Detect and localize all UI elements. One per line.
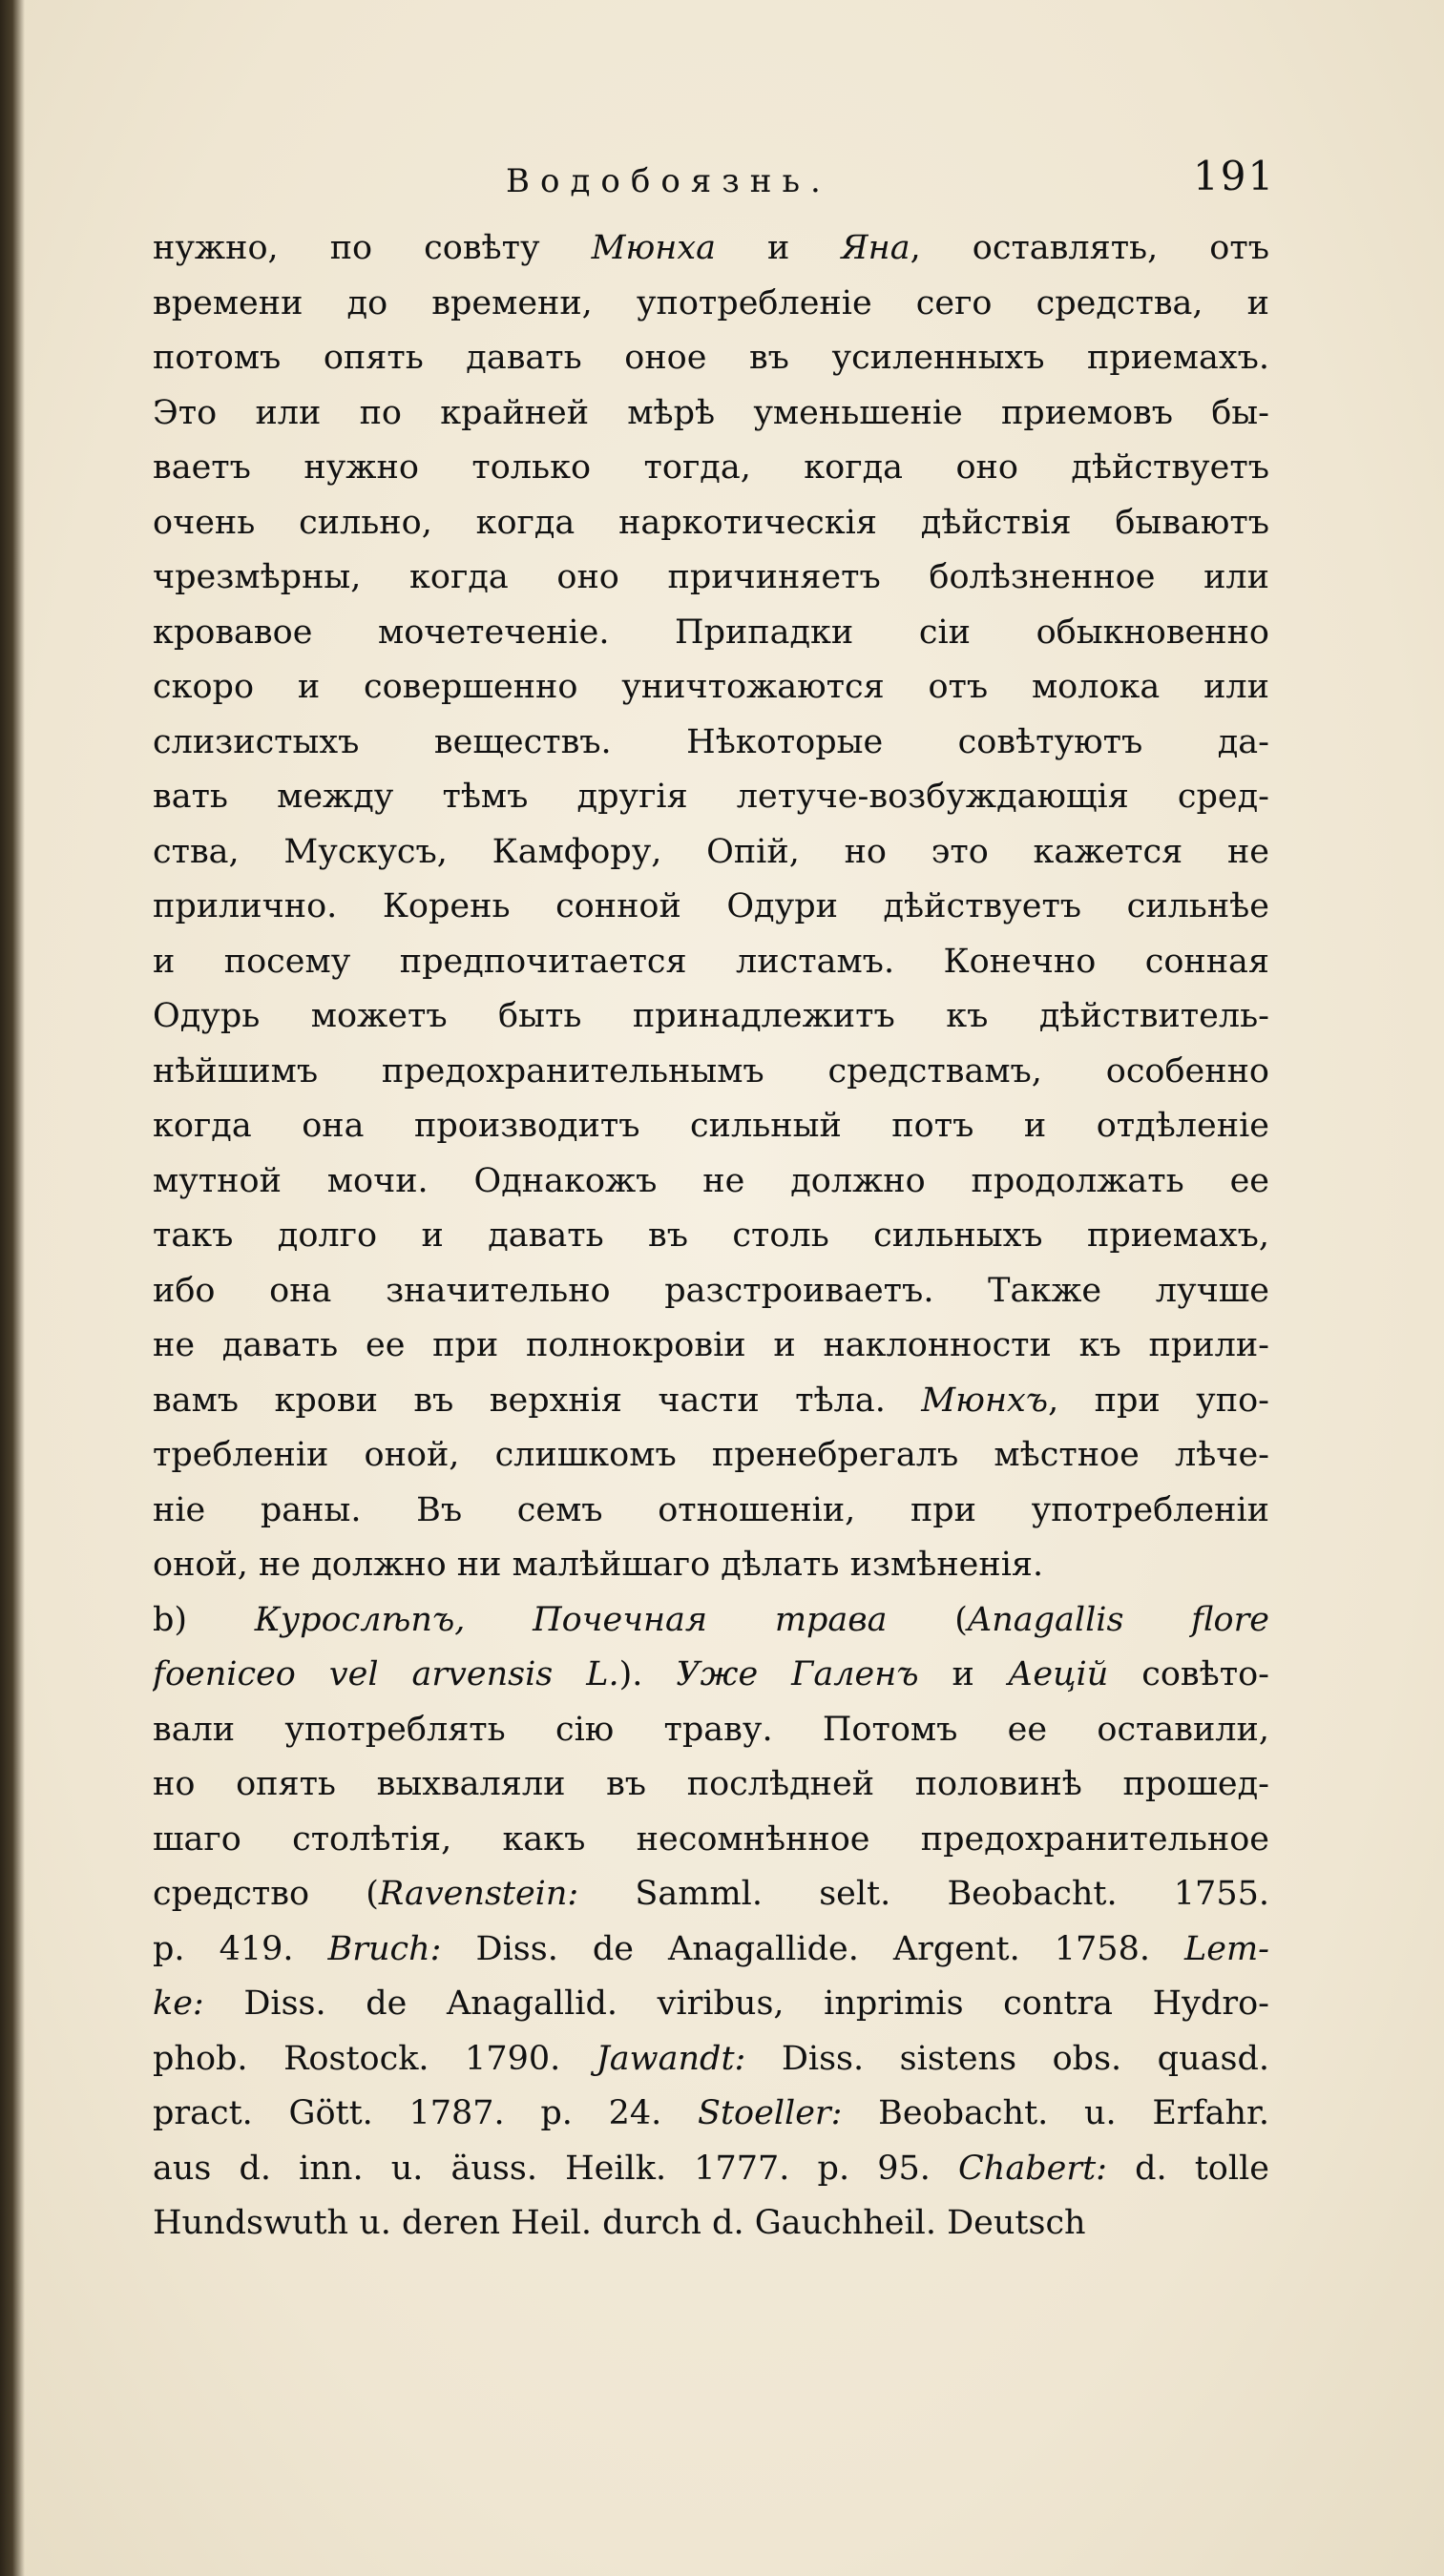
text-line <box>153 1867 1269 1922</box>
text-segment: Hundswuth u. deren Heil. durch d. Gauchheil. Deutsch <box>153 2204 1086 2242</box>
text-line <box>153 441 1269 496</box>
text-segment: прилично. Корень сонной Одури дѣйствуетъ сильнѣе <box>153 887 1269 925</box>
text-segment: ніе раны. Въ семъ отношеніи, при употребленіи <box>153 1490 1269 1529</box>
text-segment: средство ( <box>153 1875 379 1913</box>
text-segment: Diss. sistens obs. quasd. <box>745 2039 1269 2078</box>
text-segment: Samml. selt. Beobacht. 1755. <box>578 1875 1269 1913</box>
text-segment: и <box>715 229 842 267</box>
text-line <box>153 1538 1269 1593</box>
running-title: Водобоязнь. <box>506 162 831 200</box>
text-segment: ибо она значительно разстроиваетъ. Также лучше <box>153 1271 1269 1310</box>
text-line <box>153 1374 1269 1429</box>
text-segment: такъ долго и давать въ столь сильныхъ приемахъ, <box>153 1216 1269 1255</box>
text-segment: вать между тѣмъ другія летуче-возбуждающія сред- <box>153 778 1269 816</box>
italic-text-segment: Anagallis flore <box>967 1600 1269 1639</box>
text-line <box>153 935 1269 990</box>
text-segment: нѣйшимъ предохранительнымъ средствамъ, особенно <box>153 1051 1269 1091</box>
text-line <box>153 1593 1269 1649</box>
text-line <box>153 1045 1269 1100</box>
text-line <box>153 551 1269 606</box>
text-line <box>153 496 1269 551</box>
text-line <box>153 2087 1269 2142</box>
text-line <box>153 1757 1269 1813</box>
text-segment: требленіи оной, слишкомъ пренебрегалъ мѣстное лѣче- <box>153 1436 1269 1474</box>
text-segment: очень сильно, когда наркотическія дѣйствія бываютъ <box>153 503 1269 542</box>
text-line <box>153 2196 1269 2252</box>
text-segment: оной, не должно ни малѣйшаго дѣлать измѣненія. <box>153 1546 1044 1584</box>
text-line <box>153 1099 1269 1154</box>
text-line <box>153 277 1269 332</box>
text-segment: b) <box>153 1600 255 1639</box>
text-segment: мутной мочи. Однакожъ не должно продолжать ее <box>153 1161 1269 1200</box>
text-segment: и посему предпочитается листамъ. Конечно сонная <box>153 942 1269 981</box>
text-line <box>153 2032 1269 2088</box>
text-segment: ваетъ нужно только тогда, когда оно дѣйствуетъ <box>153 448 1269 487</box>
text-segment: Это или по крайней мѣрѣ уменьшеніе приемовъ бы- <box>153 393 1269 432</box>
text-segment: чрезмѣрны, когда оно причиняетъ болѣзненное или <box>153 558 1269 596</box>
text-line <box>153 1319 1269 1374</box>
text-line <box>153 386 1269 442</box>
text-line <box>153 1703 1269 1758</box>
text-segment: времени до времени, употребленіе сего средства, и <box>153 283 1269 322</box>
text-line <box>153 1813 1269 1868</box>
text-line <box>153 1154 1269 1210</box>
text-segment: и <box>918 1655 1008 1693</box>
text-segment: шаго столѣтія, какъ несомнѣнное предохранительное <box>153 1819 1269 1859</box>
text-segment: но опять выхваляли въ послѣдней половинѣ прошед- <box>153 1765 1269 1803</box>
text-segment: совѣто- <box>1108 1655 1269 1693</box>
text-line <box>153 221 1269 277</box>
text-segment: ). <box>618 1655 677 1693</box>
text-line <box>153 825 1269 881</box>
binding-edge-shadow <box>0 0 25 2576</box>
italic-text-segment: Jawandt: <box>596 2039 746 2078</box>
text-segment: слизистыхъ веществъ. Нѣкоторые совѣтуютъ да- <box>153 722 1269 761</box>
text-segment: ( <box>887 1600 968 1639</box>
text-segment: Beobacht. u. Erfahr. <box>842 2094 1269 2132</box>
italic-text-segment: Мюнха <box>591 229 716 267</box>
text-line <box>153 1209 1269 1264</box>
italic-text-segment: Stoeller: <box>698 2094 843 2132</box>
text-line <box>153 1428 1269 1484</box>
page-header <box>0 153 1444 210</box>
text-line <box>153 606 1269 661</box>
text-segment: d. tolle <box>1106 2149 1269 2188</box>
italic-text-segment: Bruch: <box>327 1929 442 1968</box>
text-segment: phob. Rostock. 1790. <box>153 2039 596 2078</box>
text-segment: не давать ее при полнокровіи и наклонности къ прили- <box>153 1326 1269 1364</box>
text-segment: Diss. de Anagallide. Argent. 1758. <box>441 1929 1185 1968</box>
text-segment: потомъ опять давать оное въ усиленныхъ приемахъ. <box>153 339 1269 377</box>
text-line <box>153 880 1269 935</box>
italic-text-segment: Яна <box>841 229 910 267</box>
text-line <box>153 331 1269 386</box>
text-line <box>153 716 1269 771</box>
text-segment: , при упо- <box>1048 1381 1269 1420</box>
text-segment: Одурь можетъ быть принадлежитъ къ дѣйствитель- <box>153 997 1269 1035</box>
text-line <box>153 1648 1269 1703</box>
text-line <box>153 1977 1269 2032</box>
italic-text-segment: Мюнхъ <box>921 1381 1049 1420</box>
text-line <box>153 1264 1269 1319</box>
text-segment: ства, Мускусъ, Камфору, Опій, но это кажется не <box>153 832 1269 871</box>
page-number: 191 <box>1193 153 1276 199</box>
text-segment: , оставлять, отъ <box>910 229 1269 267</box>
italic-text-segment: Chabert: <box>958 2149 1107 2188</box>
body-text <box>153 221 1269 2252</box>
text-line <box>153 1484 1269 1539</box>
italic-text-segment: Ravenstein: <box>378 1875 579 1913</box>
text-segment: вамъ крови въ верхнія части тѣла. <box>153 1381 922 1420</box>
text-line <box>153 660 1269 716</box>
text-segment: нужно, по совѣту <box>153 229 592 267</box>
text-line <box>153 770 1269 825</box>
text-line <box>153 1922 1269 1978</box>
text-segment: кровавое мочетеченіе. Припадки сіи обыкновенно <box>153 613 1269 652</box>
italic-text-segment: Курослѣпъ, Почечная трава <box>254 1600 888 1639</box>
text-segment: скоро и совершенно уничтожаются отъ молока или <box>153 668 1269 706</box>
italic-text-segment: ke: <box>153 1984 204 2023</box>
italic-text-segment: Аецій <box>1007 1655 1109 1693</box>
text-segment: Diss. de Anagallid. viribus, inprimis contra Hydro- <box>203 1984 1269 2023</box>
text-line <box>153 989 1269 1045</box>
text-segment: когда она производитъ сильный потъ и отдѣленіе <box>153 1107 1269 1145</box>
text-segment: pract. Gött. 1787. p. 24. <box>153 2094 698 2132</box>
italic-text-segment: Lem- <box>1184 1929 1269 1968</box>
text-segment: вали употреблять сію траву. Потомъ ее оставили, <box>153 1710 1269 1749</box>
italic-text-segment: foeniceo vel arvensis L. <box>153 1655 619 1693</box>
italic-text-segment: Уже Галенъ <box>676 1655 919 1693</box>
text-line <box>153 2142 1269 2197</box>
text-segment: aus d. inn. u. äuss. Heilk. 1777. p. 95. <box>153 2149 959 2188</box>
text-segment: p. 419. <box>153 1929 328 1968</box>
